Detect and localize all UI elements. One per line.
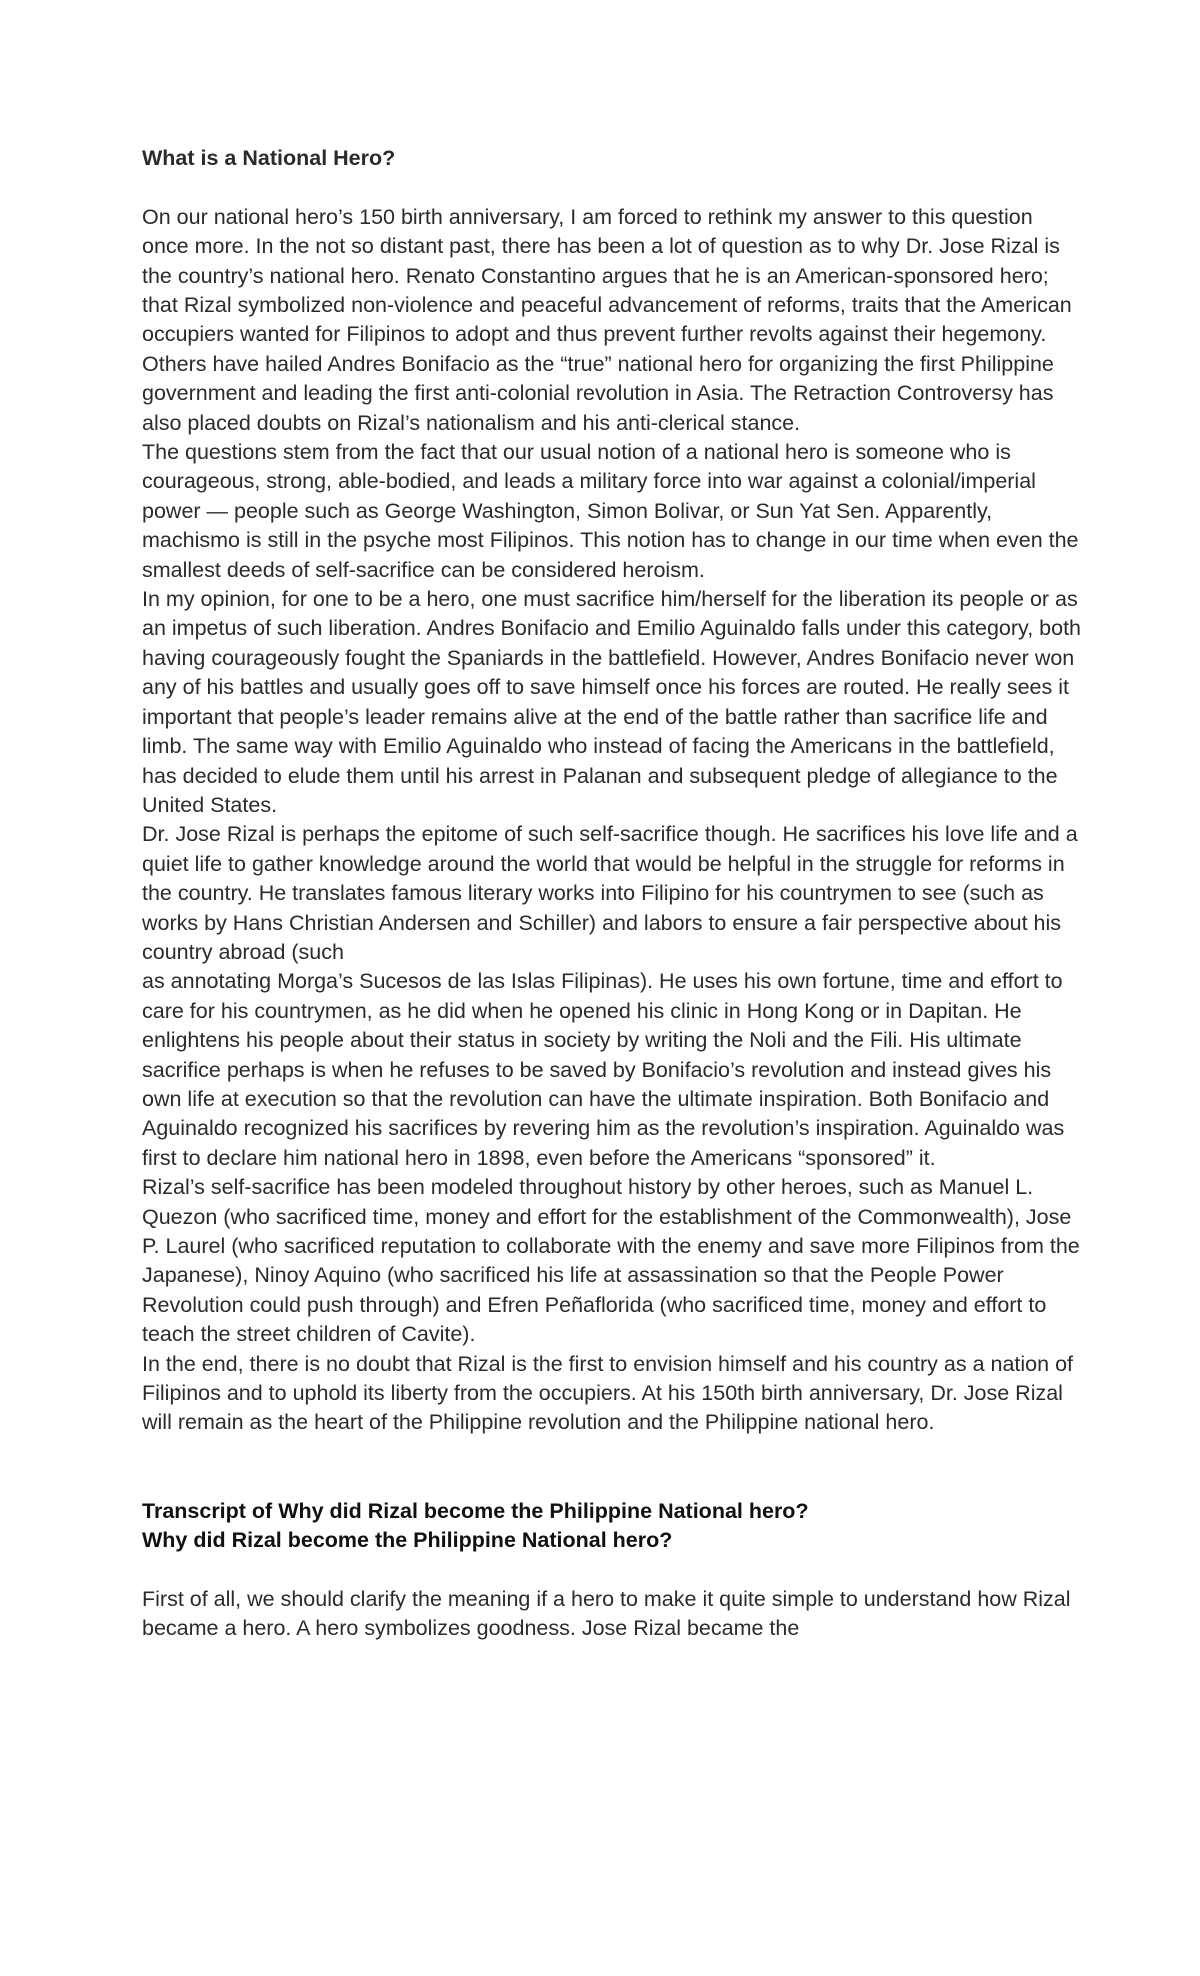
transcript-section — [142, 1497, 1082, 1644]
blank-line — [142, 173, 1082, 202]
paragraph: as annotating Morga’s Sucesos de las Islas Filipinas). He uses his own fortune, time and effort to care for his countrymen, as he did when he opened his clinic in Hong Kong or in Dapitan. He enlightens his people about their status in society by writing the Noli and the Fili. His ultimate sacrifice perhaps is when he refuses to be saved by Bonifacio’s revolution and instead gives his own life at execution so that the revolution can have the ultimate inspiration. Both Bonifacio and Aguinaldo recognized his sacrifices by revering him as the revolution’s inspiration. Aguinaldo was first to declare him national hero in 1898, even before the Americans “sponsored” it. — [142, 969, 1065, 1170]
transcript-heading: Transcript of Why did Rizal become the Philippine National hero? — [142, 1498, 809, 1523]
paragraph: First of all, we should clarify the meaning if a hero to make it quite simple to understand how Rizal became a hero. A hero symbolizes goodness. Jose Rizal became the — [142, 1586, 1071, 1641]
paragraph: The questions stem from the fact that our usual notion of a national hero is someone who is courageous, strong, able-bodied, and leads a military force into war against a colonial/imperial power — people such as George Washington, Simon Bolivar, or Sun Yat Sen. Apparently, machismo is still in the psyche most Filipinos. This notion has to change in our time when even the smallest deeds of self-sacrifice can be considered heroism. — [142, 440, 1079, 582]
transcript-subheading: Why did Rizal become the Philippine National hero? — [142, 1528, 673, 1553]
paragraph: Dr. Jose Rizal is perhaps the epitome of such self-sacrifice though. He sacrifices his love life and a quiet life to gather knowledge around the world that would be helpful in the struggle for reforms in the country. He translates famous literary works into Filipino for his countrymen to see (such as works by Hans Christian Andersen and Schiller) and labors to ensure a fair perspective about his country abroad (such — [142, 822, 1078, 964]
section-gap — [142, 1438, 1082, 1497]
blank-line — [142, 1555, 1082, 1584]
paragraph: Rizal’s self-sacrifice has been modeled throughout history by other heroes, such as Manuel L. Quezon (who sacrificed time, money and effort for the establishment of the Commonwealth), Jose P. Laurel (who sacrificed reputation to collaborate with the enemy and save more Filipinos from the Japanese), Ninoy Aquino (who sacrificed his life at assassination so that the People Power Revolution could push through) and Efren Peñaflorida (who sacrificed time, money and effort to teach the street children of Cavite). — [142, 1175, 1080, 1347]
paragraph: In my opinion, for one to be a hero, one must sacrifice him/herself for the liberation its people or as an impetus of such liberation. Andres Bonifacio and Emilio Aguinaldo falls under this category, both having courageously fought the Spaniards in the battlefield. However, Andres Bonifacio never won any of his battles and usually goes off to save himself once his forces are routed. He really sees it important that people’s leader remains alive at the end of the battle rather than sacrifice life and limb. The same way with Emilio Aguinaldo who instead of facing the Americans in the battlefield, has decided to elude them until his arrest in Palanan and subsequent pledge of allegiance to the United States. — [142, 587, 1081, 817]
document-body — [142, 144, 1082, 1644]
paragraph: On our national hero’s 150 birth anniversary, I am forced to rethink my answer to this question once more. In the not so distant past, there has been a lot of question as to why Dr. Jose Rizal is the country’s national hero. Renato Constantino argues that he is an American-sponsored hero; that Rizal symbolized non-violence and peaceful advancement of reforms, traits that the American occupiers wanted for Filipinos to adopt and thus prevent further revolts against their hegemony. Others have hailed Andres Bonifacio as the “true” national hero for organizing the first Philippine government and leading the first anti-colonial revolution in Asia. The Retraction Controversy has also placed doubts on Rizal’s nationalism and his anti-clerical stance. — [142, 204, 1072, 435]
paragraph: In the end, there is no doubt that Rizal is the first to envision himself and his country as a nation of Filipinos and to uphold its liberty from the occupiers. At his 150th birth anniversary, Dr. Jose Rizal will remain as the heart of the Philippine revolution and the Philippine national hero. — [142, 1351, 1073, 1435]
article-title: What is a National Hero? — [142, 146, 396, 170]
